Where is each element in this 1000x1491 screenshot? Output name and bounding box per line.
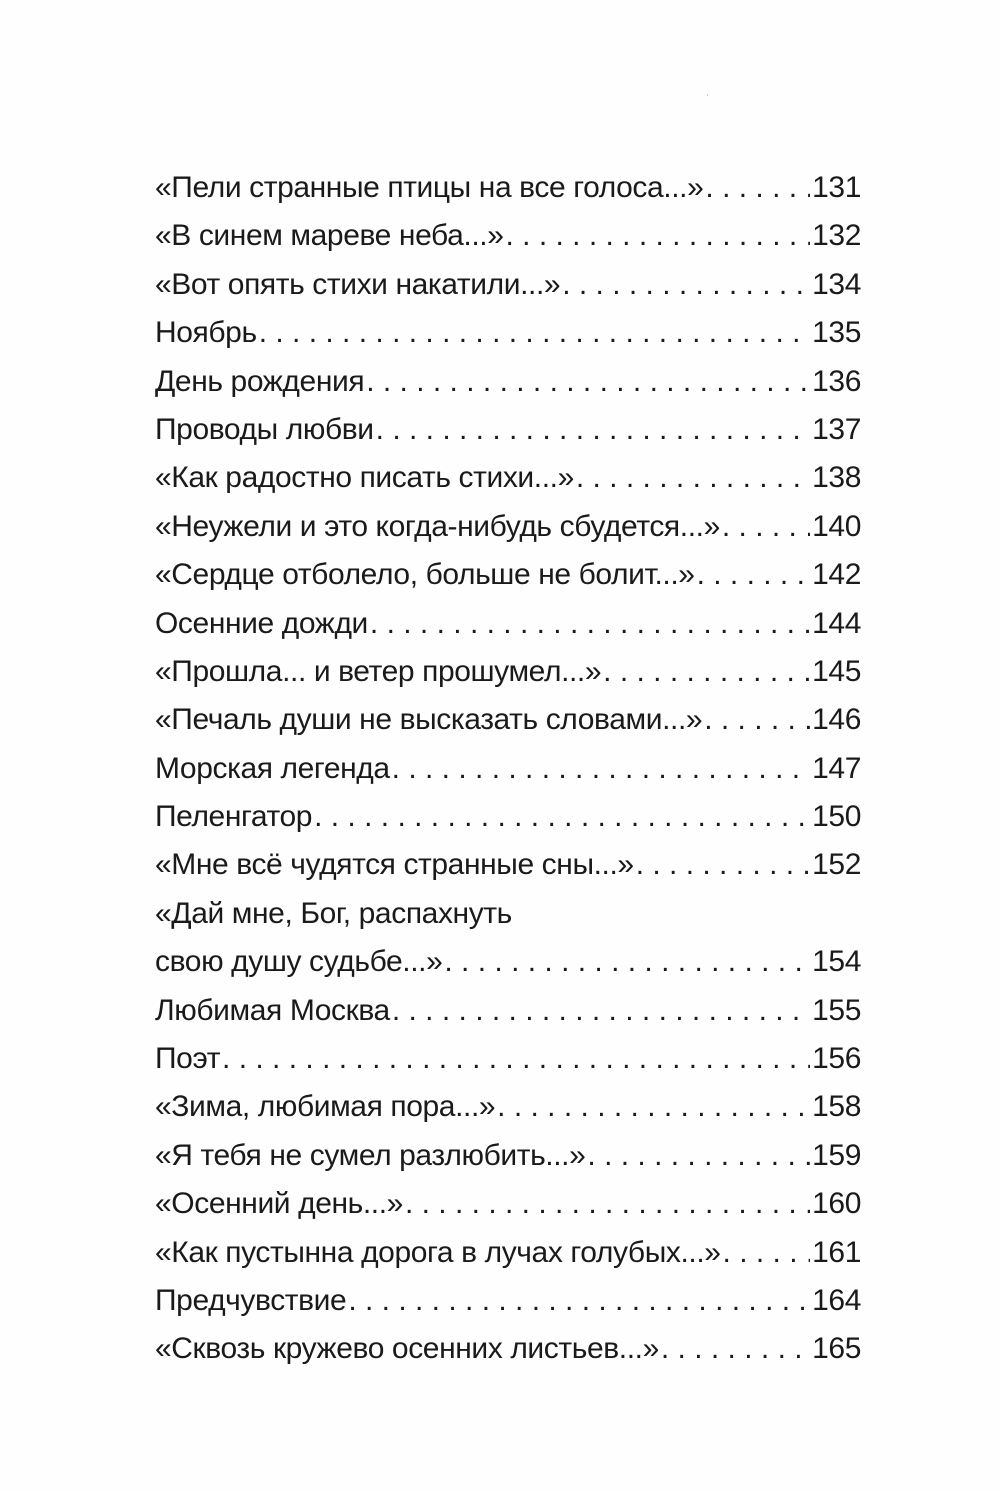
dot-leader bbox=[702, 696, 810, 744]
toc-entry-page: 136 bbox=[812, 364, 861, 398]
toc-entry-page: 164 bbox=[812, 1284, 861, 1317]
toc-entry-title: «Мне всё чудятся странные сны...» bbox=[155, 848, 634, 882]
toc-entry-page: 131 bbox=[812, 171, 861, 204]
paper-speck bbox=[707, 94, 708, 96]
toc-entry-page: 154 bbox=[812, 945, 861, 979]
toc-entry-title: «В синем мареве неба...» bbox=[155, 219, 504, 253]
dot-leader bbox=[703, 164, 810, 212]
toc-entry-title: «Зима, любимая пора...» bbox=[155, 1090, 496, 1124]
toc-entry-page: 140 bbox=[812, 509, 861, 543]
toc-entry-title: Ноябрь bbox=[155, 316, 257, 350]
toc-entry bbox=[155, 261, 861, 309]
toc-entry-page: 138 bbox=[812, 461, 861, 495]
dot-leader bbox=[574, 454, 810, 502]
toc-entry-title: «Прошла... и ветер прошумел...» bbox=[155, 654, 602, 688]
dot-leader bbox=[585, 1132, 810, 1180]
toc-entry-page: 159 bbox=[812, 1138, 861, 1172]
toc-entry bbox=[155, 1083, 861, 1131]
toc-entry-title: Пеленгатор bbox=[155, 800, 313, 834]
toc-entry-page: 137 bbox=[812, 412, 861, 446]
toc-entry bbox=[155, 745, 861, 793]
dot-leader bbox=[560, 261, 810, 309]
dot-leader bbox=[312, 793, 810, 841]
toc-entry bbox=[155, 454, 861, 502]
dot-leader bbox=[503, 212, 810, 260]
dot-leader bbox=[634, 841, 810, 889]
dot-leader bbox=[390, 987, 810, 1035]
toc-entry-title: День рождения bbox=[155, 364, 365, 398]
toc-entry bbox=[155, 212, 861, 260]
table-of-contents bbox=[155, 164, 861, 1374]
toc-entry-title: «Сердце отболело, больше не болит...» bbox=[155, 558, 695, 592]
toc-entry-page: 155 bbox=[812, 993, 861, 1027]
toc-entry-page: 156 bbox=[812, 1042, 861, 1076]
toc-entry bbox=[155, 1277, 861, 1325]
toc-entry-title: «Осенний день...» bbox=[155, 1187, 403, 1221]
toc-entry-title-line1: «Дай мне, Бог, распахнуть bbox=[155, 896, 512, 930]
dot-leader bbox=[720, 503, 810, 551]
toc-entry bbox=[155, 1229, 861, 1277]
toc-entry-title: Любимая Москва bbox=[155, 993, 390, 1027]
dot-leader bbox=[368, 600, 810, 648]
toc-entry-title: «Как радостно писать стихи...» bbox=[155, 461, 574, 495]
dot-leader bbox=[601, 648, 810, 696]
toc-entry-title: «Неужели и это когда-нибудь сбудется...» bbox=[155, 509, 720, 543]
toc-entry bbox=[155, 793, 861, 841]
toc-entry-title: свою душу судьбе...» bbox=[155, 945, 443, 979]
toc-entry-page: 132 bbox=[812, 219, 861, 253]
toc-entry-title: «Как пустынна дорога в лучах голубых...» bbox=[155, 1235, 721, 1269]
toc-entry bbox=[155, 890, 861, 987]
dot-leader bbox=[346, 1277, 810, 1325]
toc-entry-page: 150 bbox=[812, 800, 861, 834]
toc-entry-title: Морская легенда bbox=[155, 751, 390, 785]
toc-entry bbox=[155, 600, 861, 648]
dot-leader bbox=[390, 745, 810, 793]
toc-entry-page: 142 bbox=[812, 558, 861, 592]
toc-entry-page: 134 bbox=[812, 267, 861, 301]
toc-entry-page: 152 bbox=[812, 848, 861, 882]
toc-entry-title: «Печаль души не высказать словами...» bbox=[155, 703, 703, 737]
toc-entry-page: 135 bbox=[812, 316, 861, 350]
toc-entry bbox=[155, 696, 861, 744]
dot-leader bbox=[442, 938, 810, 986]
toc-entry-page: 144 bbox=[812, 606, 861, 640]
dot-leader bbox=[495, 1083, 810, 1131]
toc-entry-title: Осенние дожди bbox=[155, 606, 368, 640]
toc-entry bbox=[155, 503, 861, 551]
toc-entry bbox=[155, 1035, 861, 1083]
toc-entry-title: «Пели странные птицы на все голоса...» bbox=[155, 171, 704, 204]
toc-entry-page: 147 bbox=[812, 751, 861, 785]
toc-entry bbox=[155, 648, 861, 696]
toc-entry-title: Поэт bbox=[155, 1042, 221, 1076]
dot-leader bbox=[257, 309, 810, 357]
dot-leader bbox=[659, 1325, 810, 1373]
toc-entry bbox=[155, 551, 861, 599]
dot-leader bbox=[364, 358, 810, 406]
toc-entry bbox=[155, 841, 861, 889]
toc-entry-page: 161 bbox=[812, 1235, 861, 1269]
toc-entry-title: «Вот опять стихи накатили...» bbox=[155, 267, 561, 301]
dot-leader bbox=[721, 1229, 811, 1277]
toc-entry-page: 160 bbox=[812, 1187, 861, 1221]
toc-entry-page: 146 bbox=[812, 703, 861, 737]
toc-entry bbox=[155, 1325, 861, 1373]
toc-entry bbox=[155, 987, 861, 1035]
toc-entry bbox=[155, 309, 861, 357]
toc-entry-title: «Сквозь кружево осенних листьев...» bbox=[155, 1332, 659, 1366]
toc-entry-title: Предчувствие bbox=[155, 1284, 347, 1317]
toc-entry-title: «Я тебя не сумел разлюбить...» bbox=[155, 1138, 586, 1172]
toc-entry-title: Проводы любви bbox=[155, 412, 374, 446]
toc-entry bbox=[155, 164, 861, 212]
toc-entry bbox=[155, 406, 861, 454]
toc-entry bbox=[155, 1132, 861, 1180]
dot-leader bbox=[695, 551, 811, 599]
toc-entry-page: 158 bbox=[812, 1090, 861, 1124]
toc-entry bbox=[155, 1180, 861, 1228]
toc-entry-page: 145 bbox=[812, 654, 861, 688]
toc-entry-page: 165 bbox=[812, 1332, 861, 1366]
dot-leader bbox=[220, 1035, 810, 1083]
toc-entry bbox=[155, 358, 861, 406]
dot-leader bbox=[403, 1180, 810, 1228]
dot-leader bbox=[374, 406, 810, 454]
